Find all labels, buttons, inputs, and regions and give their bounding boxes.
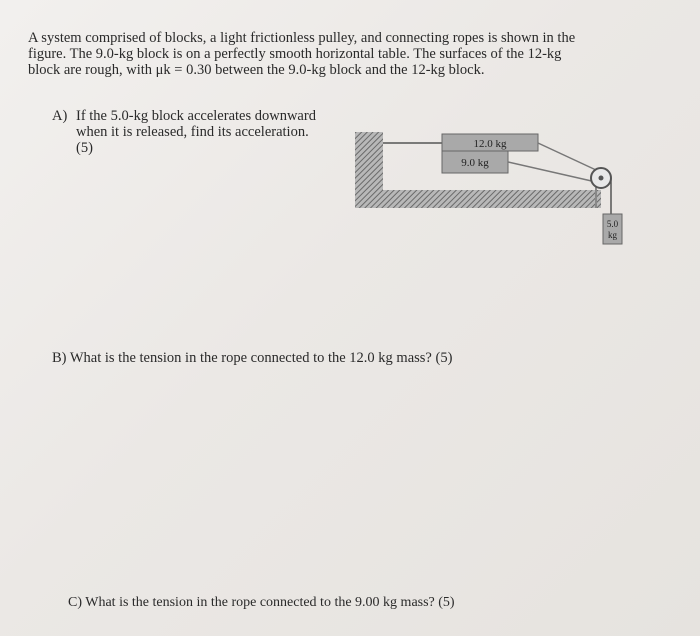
block-9kg-label: 9.0 kg: [461, 157, 489, 169]
question-a-line-2: when it is released, find its acceleration.: [76, 124, 309, 140]
block-12kg-label: 12.0 kg: [473, 138, 507, 150]
wall: [355, 132, 383, 190]
question-a-points: (5): [76, 140, 93, 156]
block-5kg-label-value: 5.0: [606, 219, 619, 229]
pulley-axle: [599, 176, 604, 181]
problem-intro: [28, 30, 628, 78]
intro-line-2: figure. The 9.0-kg block is on a perfectly smooth horizontal table. The surfaces of the 12-kg: [28, 46, 562, 62]
question-a-line-1: If the 5.0-kg block accelerates downward: [76, 108, 316, 124]
rope-9kg-to-pulley: [508, 162, 596, 182]
question-a-label: A): [52, 108, 68, 124]
table-surface: [355, 190, 601, 208]
rope-12kg-to-pulley: [538, 143, 596, 170]
pulley-block-diagram: [350, 126, 640, 256]
question-c: C) What is the tension in the rope connected to the 9.00 kg mass? (5): [68, 595, 455, 610]
question-b: B) What is the tension in the rope connected to the 12.0 kg mass? (5): [52, 350, 453, 366]
block-5kg-label-unit: kg: [608, 230, 617, 240]
intro-line-1: A system comprised of blocks, a light frictionless pulley, and connecting ropes is shown in the: [28, 30, 576, 46]
intro-line-3: block are rough, with μk = 0.30 between the 9.0-kg block and the 12-kg block.: [28, 62, 485, 78]
